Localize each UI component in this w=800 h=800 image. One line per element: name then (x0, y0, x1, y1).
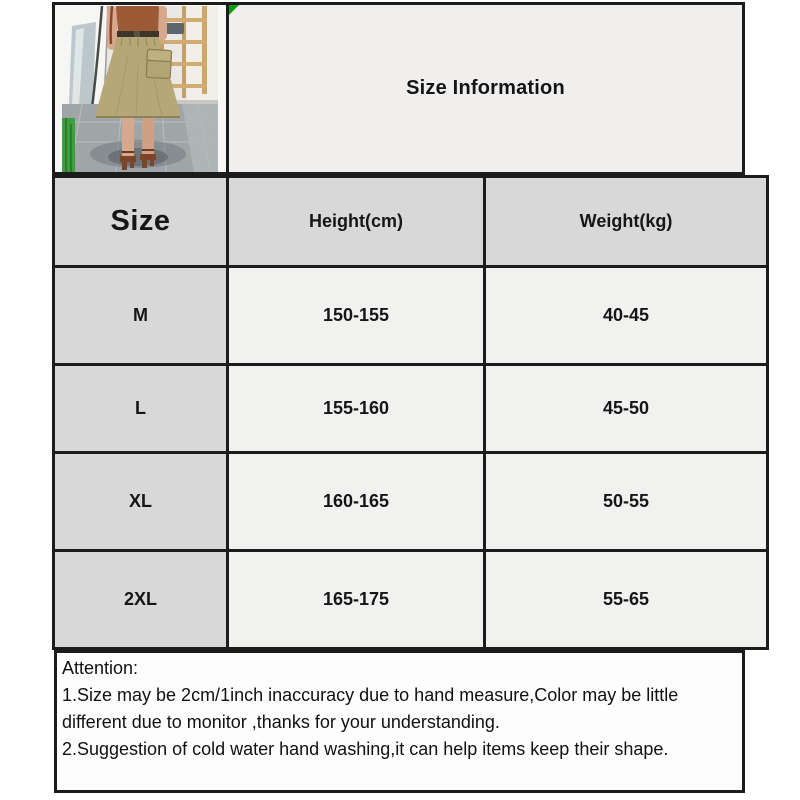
attention-line-2: different due to monitor ,thanks for your understanding. (62, 712, 500, 732)
product-photo-cell (55, 5, 226, 172)
height-value-m: 150-155 (229, 268, 483, 363)
attention-line-1: 1.Size may be 2cm/1inch inaccuracy due to hand measure,Color may be little (62, 685, 679, 705)
product-photo (62, 6, 218, 172)
height-value-2xl: 165-175 (229, 552, 483, 647)
size-information-header-cell (229, 5, 742, 172)
top-section (52, 2, 745, 175)
green-corner-marker-icon (229, 5, 239, 15)
size-table (52, 175, 769, 650)
attention-line-3: 2.Suggestion of cold water hand washing,it can help items keep their shape. (62, 739, 669, 759)
attention-heading: Attention: (62, 658, 139, 678)
page-title: Size Information (406, 77, 565, 99)
height-value-xl: 160-165 (229, 454, 483, 549)
size-label-xl: XL (55, 454, 226, 549)
weight-value-l: 45-50 (486, 366, 766, 451)
column-header-size: Size (55, 178, 226, 265)
column-header-weight: Weight(kg) (486, 178, 766, 265)
attention-box (54, 650, 745, 793)
weight-value-2xl: 55-65 (486, 552, 766, 647)
size-label-2xl: 2XL (55, 552, 226, 647)
size-label-l: L (55, 366, 226, 451)
size-label-m: M (55, 268, 226, 363)
weight-value-m: 40-45 (486, 268, 766, 363)
weight-value-xl: 50-55 (486, 454, 766, 549)
column-header-height: Height(cm) (229, 178, 483, 265)
height-value-l: 155-160 (229, 366, 483, 451)
